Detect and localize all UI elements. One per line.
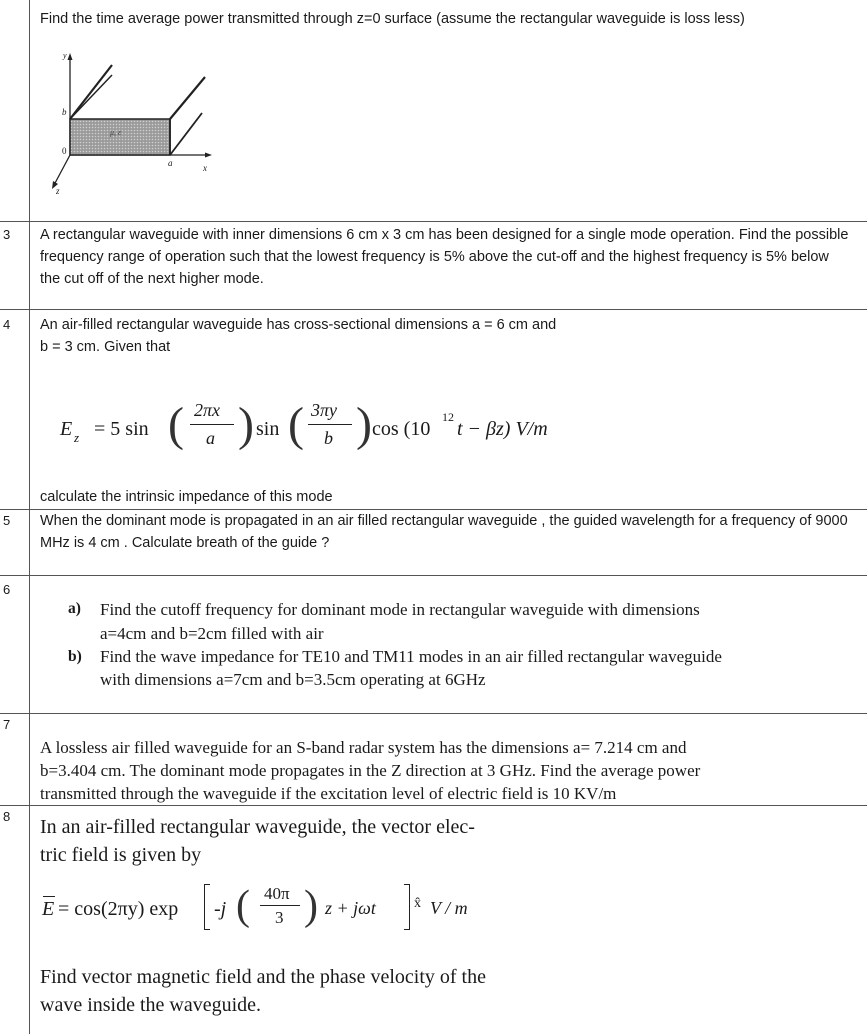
fig-y-label: y [63,51,67,60]
q6-b-label: b) [68,648,82,665]
row-divider [0,713,867,714]
q6-a-line1: Find the cutoff frequency for dominant mode in rectangular waveguide with dimensions [100,600,700,619]
eq-num2: 3πy [311,400,338,420]
eq8-den: 3 [275,908,284,927]
fig-medium-label: μ, ε [110,128,122,137]
x-hat-icon: x̂ [414,896,421,911]
q8-line4: wave inside the waveguide. [40,994,262,1016]
q4-line1: An air-filled rectangular waveguide has cross-sectional dimensions a = 6 cm and [40,317,557,333]
eq8-b: -j [214,898,227,920]
row-divider [0,575,867,576]
question-number: 3 [3,227,11,242]
q6-b-line1: Find the wave impedance for TE10 and TM11 modes in an air filled rectangular waveguide [100,647,722,666]
question-number: 6 [3,582,11,597]
eq-tail: t − βz) V/m [457,418,548,440]
waveguide-figure [40,45,230,205]
q8-line1: In an air-filled rectangular waveguide, the vector elec- [40,816,475,838]
q5-text: When the dominant mode is propagated in an air filled rectangular waveguide , the guided wavelength for a frequency of 9000 MHz is 4 cm . Calculate breath of the guide ? [40,513,848,551]
eq8-num: 40π [264,884,290,903]
q2-text: Find the time average power transmitted through z=0 surface (assume the rectangular waveguide is loss less) [40,11,745,27]
q4-equation: E z = 5 sin ( 2πx a ) sin ( 3πy b ) cos (10 12 t − βz) V/m [60,398,548,451]
fig-b-label: b [62,107,67,117]
fig-x-label: x [203,163,207,173]
q8-equation: E = cos(2πy) exp -j ( 40π 3 ) z + jωt x̂ V / m [42,883,468,929]
q7-line1: A lossless air filled waveguide for an S-band radar system has the dimensions a= 7.214 cm and [40,738,687,757]
row-divider [0,805,867,806]
waveguide-edge [70,65,112,119]
q7-line2: b=3.404 cm. The dominant mode propagates in the Z direction at 3 GHz. Find the average power [40,761,701,780]
q6-b-line2: with dimensions a=7cm and b=3.5cm operating at 6GHz [100,670,486,689]
question-number: 8 [3,809,11,824]
eq-exp: 12 [442,410,454,424]
eq-num1: 2πx [194,400,221,420]
eq-lhs: E [60,418,73,440]
question-number: 7 [3,717,11,732]
q3-text: A rectangular waveguide with inner dimensions 6 cm x 3 cm has been designed for a single mode operation. Find the possible frequency range of operation such that the lowest frequency is 5% above the cut-off and the highest frequency is 5% below the cut off of the next higher mode. [40,227,849,287]
row-divider [0,309,867,310]
waveguide-cross-section [70,119,170,155]
q8-line3: Find vector magnetic field and the phase velocity of the [40,966,486,988]
question-number: 4 [3,317,11,332]
eq8-a: = cos(2πy) exp [58,898,179,920]
eq-den2: b [324,428,333,448]
eq8-lhs: E [42,898,55,920]
eq8-c: z + jωt [325,898,376,918]
fig-z-label: z [56,186,60,196]
eq-sub: z [74,430,80,445]
eq-part: = 5 sin [94,418,149,440]
eq-den1: a [206,428,215,448]
eq-sin2: sin [256,418,280,440]
q6-a-label: a) [68,600,81,617]
question-number: 5 [3,513,11,528]
q6-a-line2: a=4cm and b=2cm filled with air [100,624,324,643]
table-left-divider [29,0,30,1034]
z-axis [54,155,70,185]
eq-cos: cos (10 [372,418,431,440]
q7-line3: transmitted through the waveguide if the excitation level of electric field is 10 KV/m [40,784,617,803]
fig-origin-label: 0 [62,146,67,156]
eq8-d: V / m [430,898,468,918]
q4-line2: b = 3 cm. Given that [40,339,171,355]
fig-a-label: a [168,158,173,168]
row-divider [0,221,867,222]
q4-conclusion: calculate the intrinsic impedance of this mode [40,489,333,505]
q8-line2: tric field is given by [40,844,202,866]
